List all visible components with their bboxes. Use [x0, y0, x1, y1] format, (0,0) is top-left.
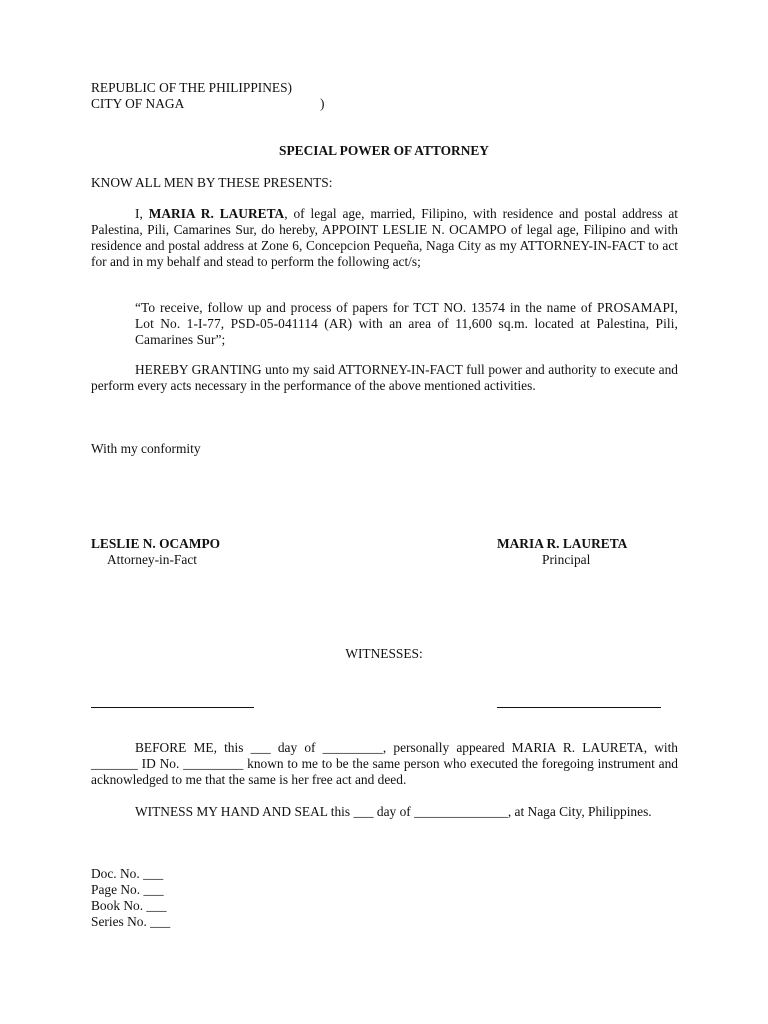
conformity-text: With my conformity [91, 441, 201, 456]
before-me-text: BEFORE ME, this ___ day of _________, personally appeared MARIA R. LAURETA, with _______ ID No. _________ known to me to be the same person who executed the foregoing instrument and acknowledged to me that the same is her free act and deed. [91, 740, 678, 787]
header-city: CITY OF NAGA [91, 96, 185, 111]
header-city-paren: ) [320, 96, 325, 111]
page-no: Page No. ___ [91, 882, 164, 897]
doc-no: Doc. No. ___ [91, 866, 164, 881]
witnesses-label: WITNESSES: [345, 646, 423, 661]
witness-hand-text: WITNESS MY HAND AND SEAL this ___ day of ______________, at Naga City, Philippines. [135, 804, 652, 819]
witness-hand-paragraph [91, 804, 678, 820]
principal-name-inline: MARIA R. LAURETA [148, 206, 285, 221]
para1-prefix: I, [135, 206, 149, 221]
book-no: Book No. ___ [91, 898, 167, 913]
attorney-name: LESLIE N. OCAMPO [91, 536, 221, 551]
salutation: KNOW ALL MEN BY THESE PRESENTS: [91, 175, 333, 190]
acknowledgment-paragraph [91, 740, 678, 788]
series-no: Series No. ___ [91, 914, 171, 929]
granting-text: HEREBY GRANTING unto my said ATTORNEY-IN-FACT full power and authority to execute and perform every acts necessary in the performance of the above mentioned activities. [91, 362, 678, 393]
appointment-paragraph [91, 206, 678, 270]
witness-signature-line-left [91, 707, 254, 708]
principal-name: MARIA R. LAURETA [497, 536, 628, 551]
para1-body: , of legal age, married, Filipino, with residence and postal address at Palestina, Pili, Camarines Sur, do hereby, APPOINT LESLIE N. OCAMPO of legal age, Filipino and with residence and postal address at Zone 6, Concepcion Pequeña, Naga City as my ATTORNEY-IN-FACT to act for and in my behalf and stead to perform the following act/s; [91, 206, 679, 269]
act-quote: “To receive, follow up and process of papers for TCT NO. 13574 in the name of PROSAMAPI, Lot No. 1-I-77, PSD-05-041114 (AR) with an area of 11,600 sq.m. located at Palestina, Pili, Camarines Sur”; [135, 300, 678, 347]
witness-signature-line-right [497, 707, 661, 708]
attorney-role: Attorney-in-Fact [107, 552, 197, 567]
document-title: SPECIAL POWER OF ATTORNEY [279, 143, 489, 158]
principal-role: Principal [542, 552, 591, 567]
header-republic: REPUBLIC OF THE PHILIPPINES) [91, 80, 293, 95]
granting-paragraph [91, 362, 678, 394]
